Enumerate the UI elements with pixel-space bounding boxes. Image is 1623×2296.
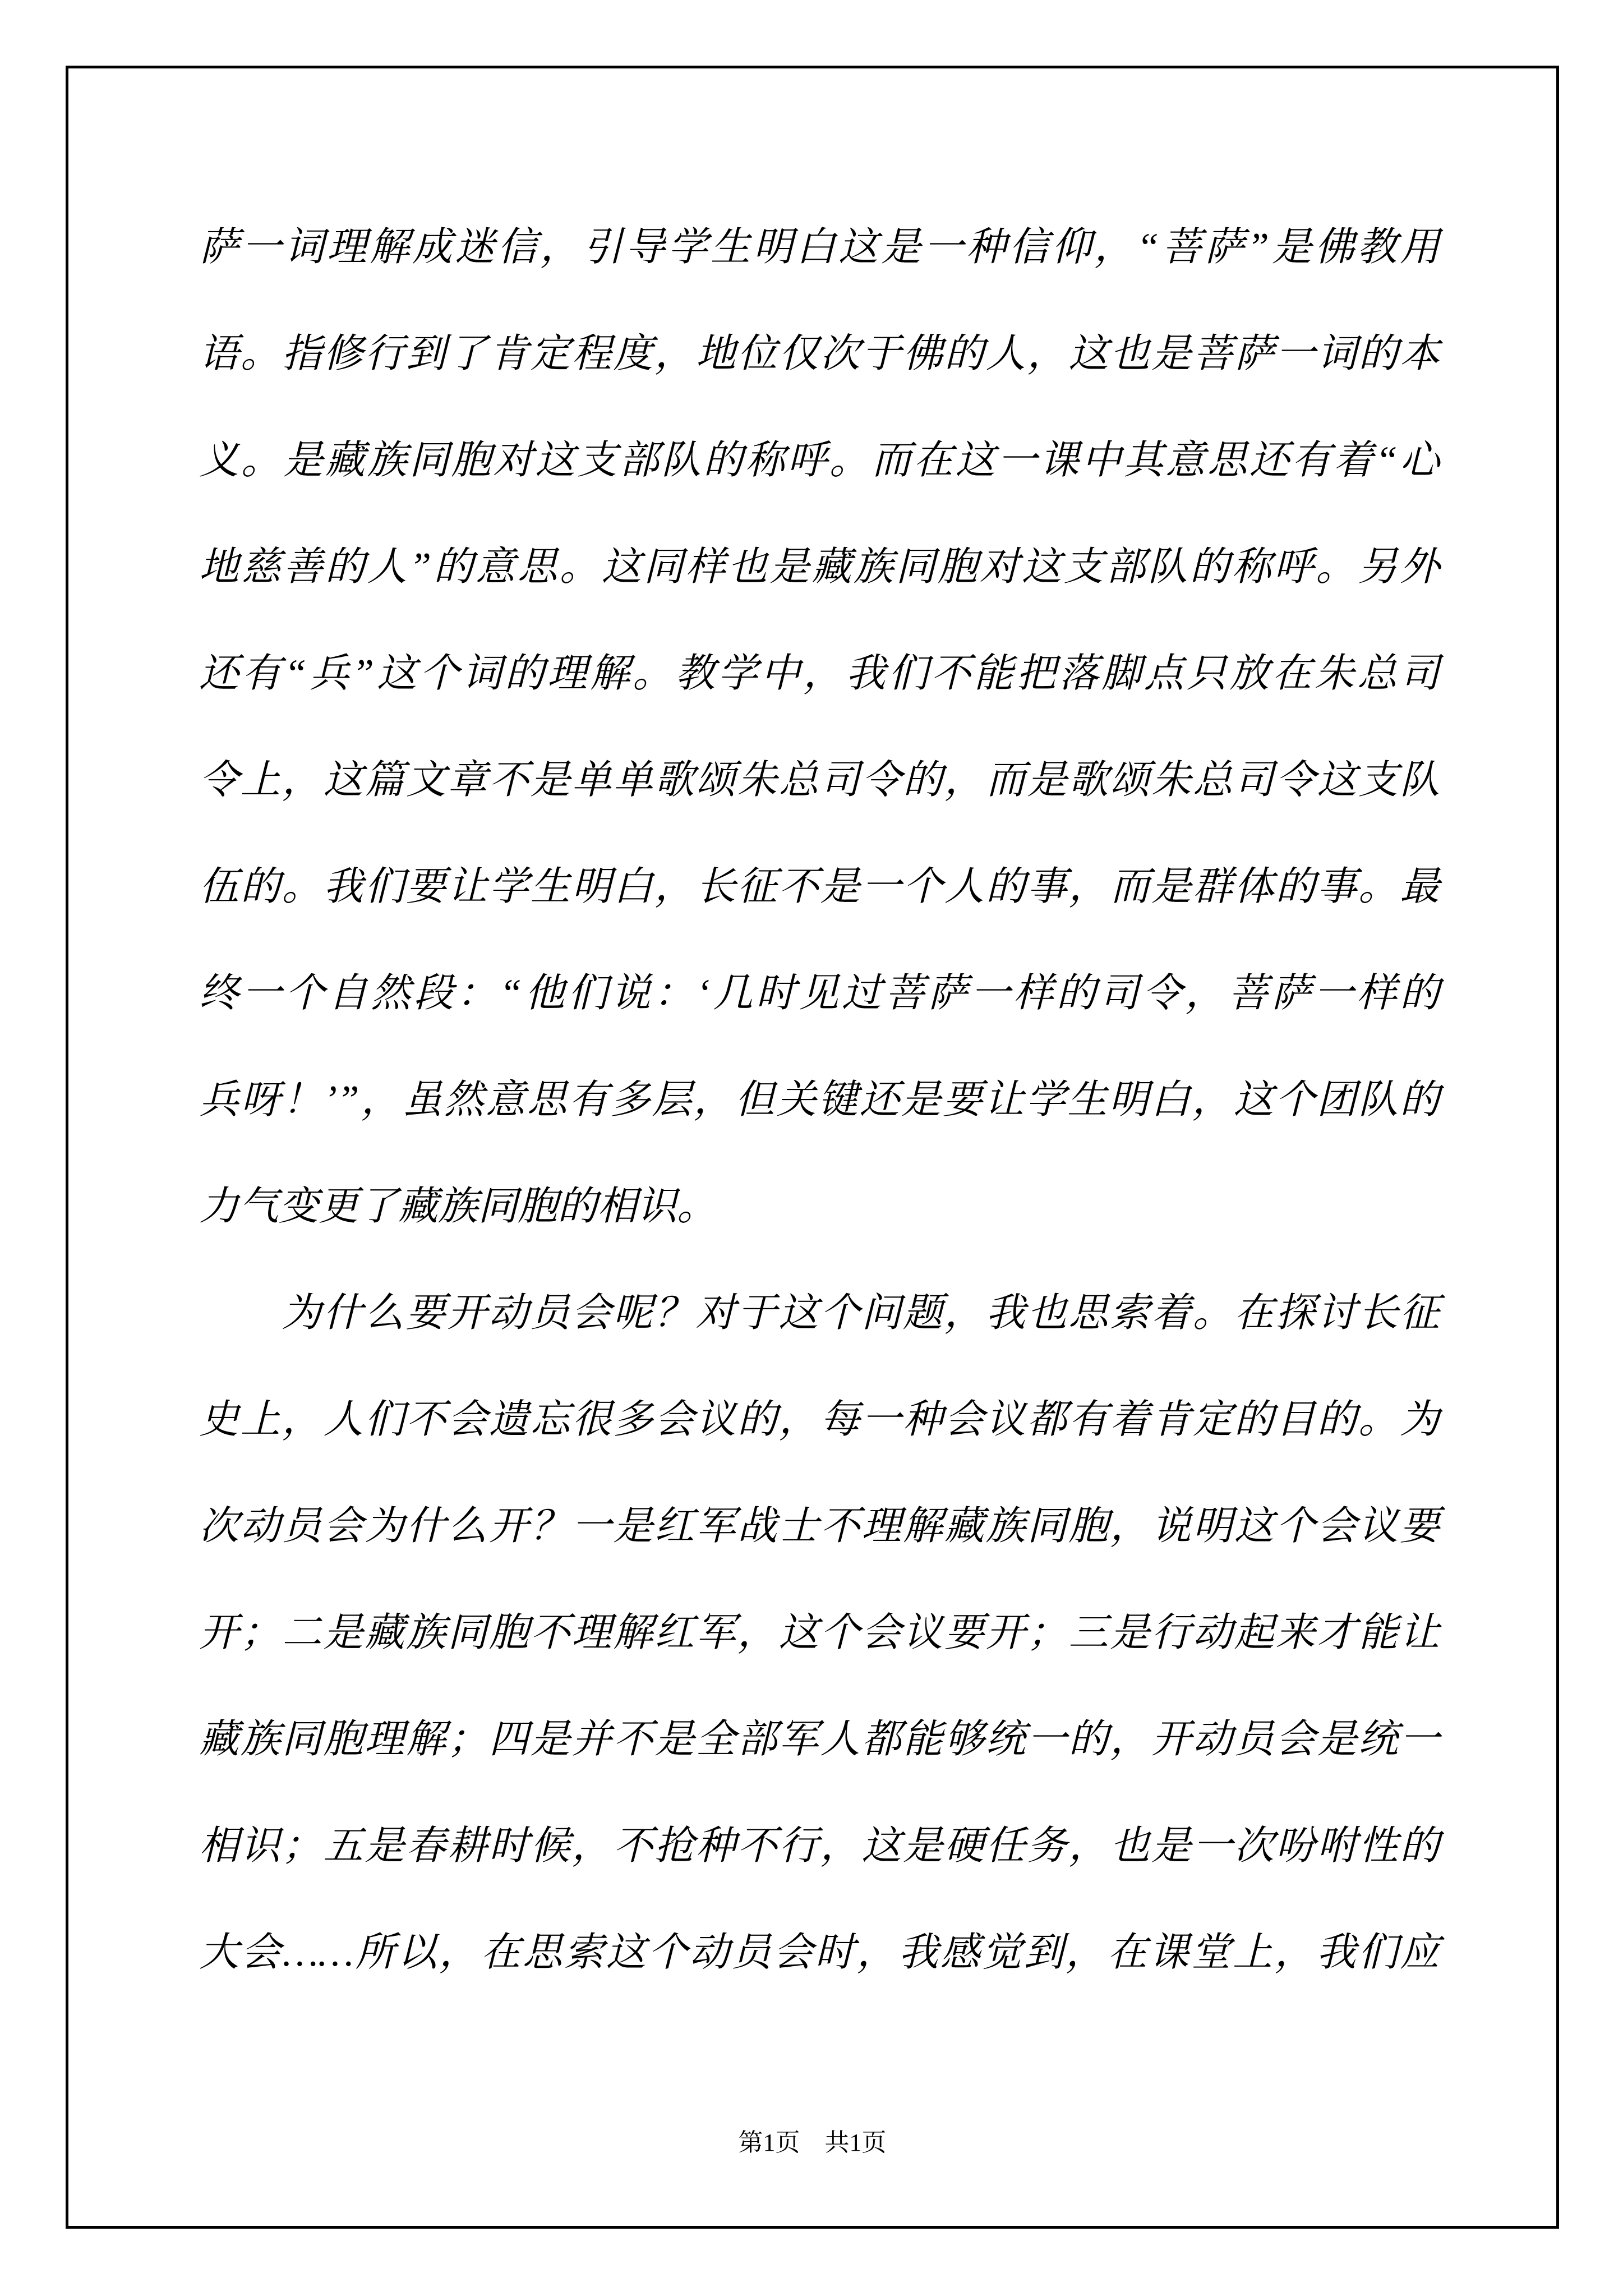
text-line: 力气变更了藏族同胞的相识。 (199, 1185, 717, 1228)
text-line: 开；二是藏族同胞不理解红军，这个会议要开；三是行动起来才能让 (199, 1611, 1440, 1655)
text-line: 地慈善的人”的意思。这同样也是藏族同胞对这支部队的称呼。另外 (199, 545, 1440, 589)
page-number-footer: 第1页 共1页 (738, 2129, 887, 2156)
text-line: 义。是藏族同胞对这支部队的称呼。而在这一课中其意思还有着“心 (199, 439, 1440, 482)
text-line: 相识；五是春耕时候，不抢种不行，这是硬任务，也是一次吩咐性的 (199, 1824, 1440, 1868)
text-line: 语。指修行到了肯定程度，地位仅次于佛的人，这也是菩萨一词的本 (199, 332, 1440, 376)
body-text (199, 194, 1440, 2006)
text-line: 次动员会为什么开？一是红军战士不理解藏族同胞，说明这个会议要 (199, 1504, 1440, 1548)
text-line: 为什么要开动员会呢？对于这个问题，我也思索着。在探讨长征 (282, 1291, 1440, 1335)
text-line: 萨一词理解成迷信，引导学生明白这是一种信仰，“菩萨”是佛教用 (199, 226, 1440, 269)
text-line: 伍的。我们要让学生明白，长征不是一个人的事，而是群体的事。最 (199, 865, 1440, 909)
text-line: 终一个自然段：“他们说：‘几时见过菩萨一样的司令，菩萨一样的 (199, 972, 1440, 1015)
text-line: 史上，人们不会遗忘很多会议的，每一种会议都有着肯定的目的。为 (199, 1398, 1440, 1442)
text-line: 令上，这篇文章不是单单歌颂朱总司令的，而是歌颂朱总司令这支队 (199, 758, 1440, 802)
text-line: 还有“兵”这个词的理解。教学中，我们不能把落脚点只放在朱总司 (199, 652, 1440, 696)
text-line: 藏族同胞理解；四是并不是全部军人都能够统一的，开动员会是统一 (199, 1718, 1440, 1761)
text-line: 大会……所以，在思索这个动员会时，我感觉到，在课堂上，我们应 (199, 1931, 1440, 1975)
text-line: 兵呀！’”，虽然意思有多层，但关键还是要让学生明白，这个团队的 (199, 1078, 1440, 1122)
